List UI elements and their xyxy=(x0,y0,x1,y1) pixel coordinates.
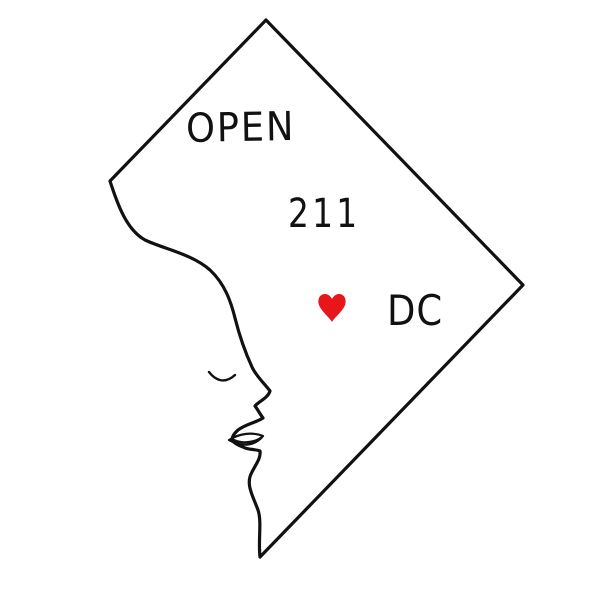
logo-text-dc: DC xyxy=(387,286,444,335)
logo-text-open: OPEN xyxy=(185,103,296,152)
heart-icon xyxy=(315,291,349,325)
face-profile-icon xyxy=(110,20,523,557)
closed-eye-icon xyxy=(209,372,235,380)
logo-text-211: 211 xyxy=(288,191,361,237)
